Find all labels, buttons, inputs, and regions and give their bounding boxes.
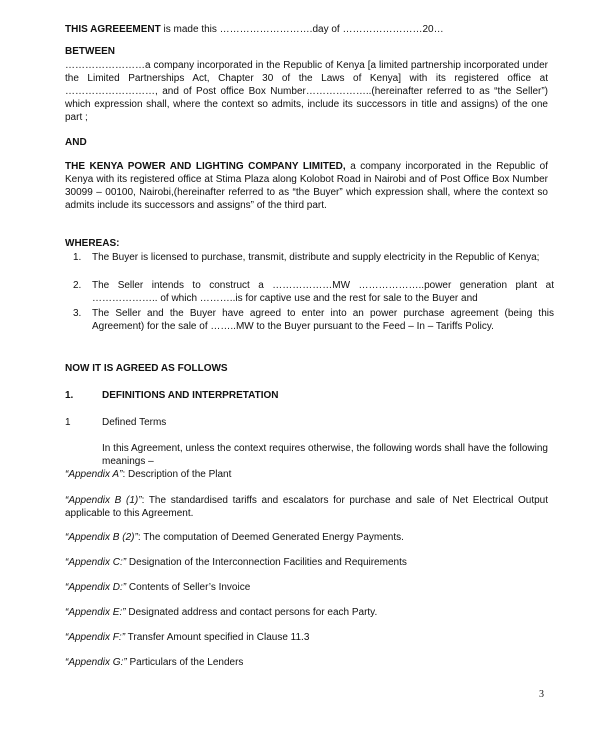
- subsection-number: 1: [65, 417, 71, 428]
- appendix-term: “Appendix E:”: [65, 607, 126, 618]
- appendix-term: “Appendix B (1)”: [65, 495, 142, 506]
- opening-rest: is made this ……………………….day of ……………………20…: [160, 24, 444, 35]
- appendix-c: [65, 556, 548, 569]
- appendix-description: Contents of Seller’s Invoice: [126, 582, 251, 593]
- whereas-item-number: 3.: [73, 308, 82, 319]
- whereas-item-text: The Seller intends to construct a ………………MW ………………..power generation plant at ……………….. of which ………..is for captive use and the rest for sale to the Buyer and: [92, 280, 554, 304]
- appendix-description: Designated address and contact persons for each Party.: [125, 607, 378, 618]
- appendix-g: [65, 656, 548, 669]
- whereas-item-text: The Seller and the Buyer have agreed to enter into an power purchase agreement (being this Agreement) for the sale of ……..MW to the Buyer pursuant to the Feed – In – Tariffs Policy.: [92, 308, 554, 332]
- buyer-company-name: THE KENYA POWER AND LIGHTING COMPANY LIMITED,: [65, 161, 346, 172]
- appendix-a: [65, 468, 548, 481]
- appendix-e: [65, 606, 548, 619]
- and-paragraph-text: a company incorporated in the Republic of Kenya with its registered office at Stima Plaza along Kolobot Road in Nairobi and of Post Office Box Number 30099 – 00100, Nairobi,(hereinafter referred to as “the Buyer” which expression shall, where the context so admits include its successors and assigns” of the third part.: [65, 161, 548, 211]
- appendix-description: : The computation of Deemed Generated Energy Payments.: [137, 532, 404, 543]
- appendix-description: Transfer Amount specified in Clause 11.3: [125, 632, 310, 643]
- and-heading: AND: [65, 137, 87, 148]
- whereas-item-number: 2.: [73, 280, 82, 291]
- whereas-heading: WHEREAS:: [65, 238, 120, 249]
- appendix-term: “Appendix G:”: [65, 657, 127, 668]
- appendix-term: “Appendix B (2)”: [65, 532, 138, 543]
- appendix-description: : Description of the Plant: [122, 469, 232, 480]
- appendix-f: [65, 631, 548, 644]
- agreed-heading: NOW IT IS AGREED AS FOLLOWS: [65, 363, 228, 374]
- between-paragraph: ……………………a company incorporated in the Republic of Kenya [a limited partnership incorporated under the Limited Partnerships Act, Chapter 30 of the Laws of Kenya] with its registered office at ………………………, and of Post office Box Number………………..(hereinafter referred to as “the Seller”) which expression shall, where the context so admits, include its successors in title and assigns) of the one part ;: [65, 60, 548, 123]
- appendix-description: Designation of the Interconnection Facilities and Requirements: [126, 557, 407, 568]
- appendix-description: Particulars of the Lenders: [126, 657, 244, 668]
- appendix-d: [65, 581, 548, 594]
- between-heading: BETWEEN: [65, 46, 115, 57]
- agreement-title: THIS AGREEEMENT: [65, 24, 161, 35]
- appendix-term: “Appendix A”: [65, 469, 123, 480]
- appendix-term: “Appendix F:”: [65, 632, 126, 643]
- section-number: 1.: [65, 390, 74, 401]
- appendix-b1: [65, 494, 548, 520]
- appendix-description: : The standardised tariffs and escalators for purchase and sale of Net Electrical Output applicable to this Agreement.: [65, 495, 548, 519]
- section-title: DEFINITIONS AND INTERPRETATION: [102, 390, 279, 401]
- opening-line: [65, 23, 548, 36]
- subsection-title: Defined Terms: [102, 417, 167, 428]
- and-paragraph: [65, 160, 548, 212]
- whereas-item-text: The Buyer is licensed to purchase, transmit, distribute and supply electricity in the Republic of Kenya;: [92, 252, 540, 263]
- whereas-item-number: 1.: [73, 252, 82, 263]
- page-number: 3: [539, 689, 544, 700]
- appendix-term: “Appendix C:”: [65, 557, 127, 568]
- appendix-b2: [65, 531, 548, 544]
- definitions-intro: In this Agreement, unless the context requires otherwise, the following words shall have the following meanings –: [102, 443, 548, 467]
- appendix-term: “Appendix D:”: [65, 582, 127, 593]
